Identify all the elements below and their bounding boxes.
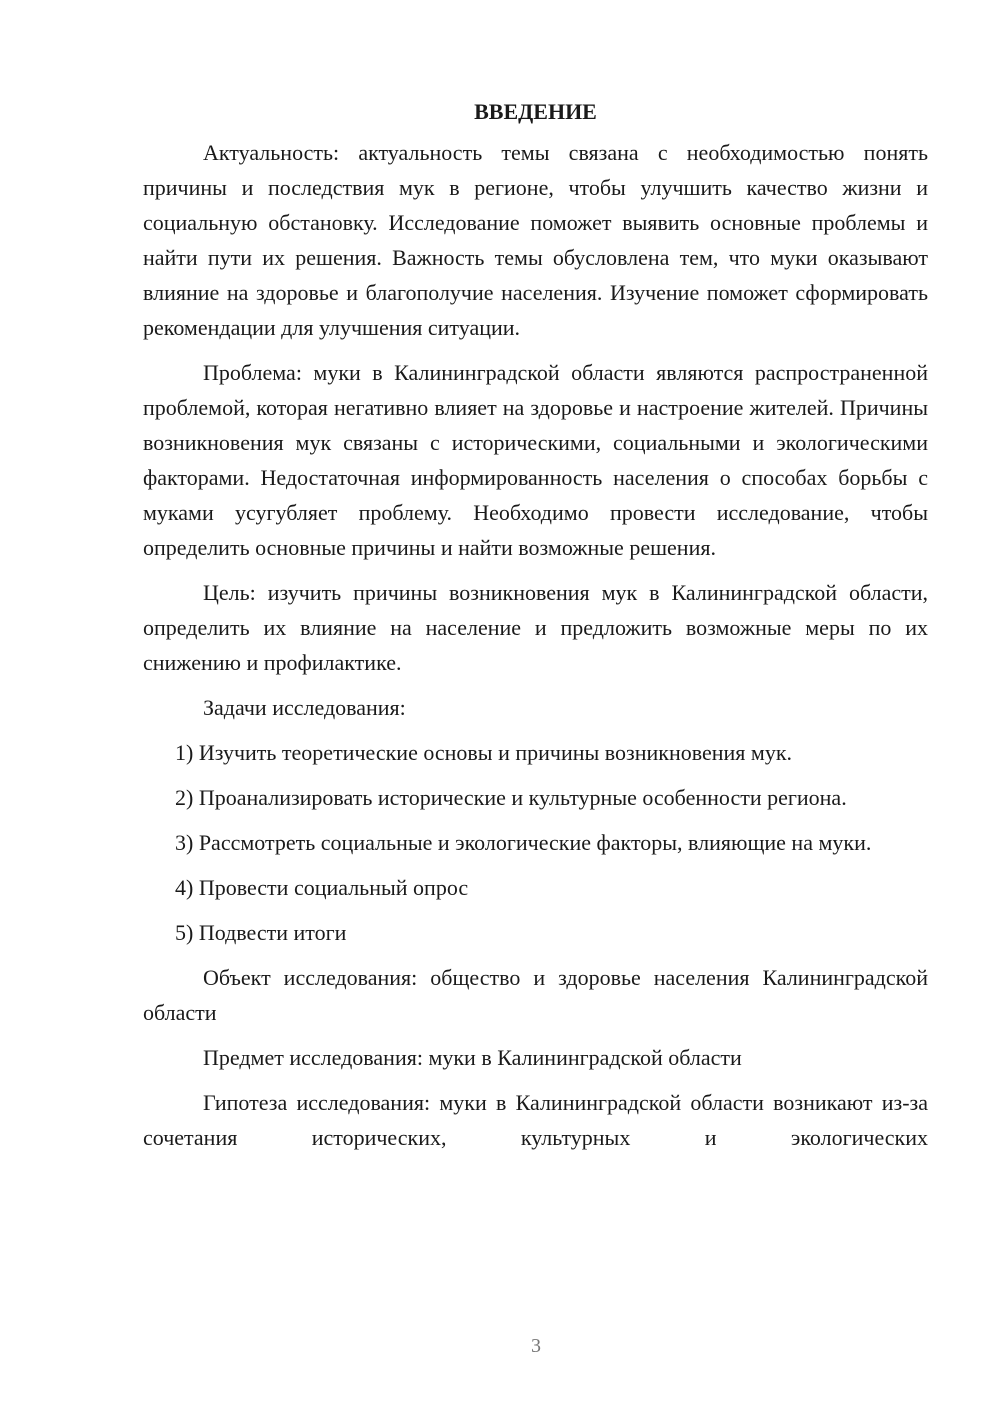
task-item-2: 2) Проанализировать исторические и культурные особенности региона. [175,785,847,810]
task-item-5: 5) Подвести итоги [175,920,347,945]
paragraph-relevance: Актуальность: актуальность темы связана с необходимостью понять причины и последствия мук в регионе, чтобы улучшить качество жизни и социальную обстановку. Исследование поможет выявить основные проблемы и найти пути их решения. Важность темы обусловлена тем, что муки оказывают влияние на здоровье и благополучие населения. Изучение поможет сформировать рекомендации для улучшения ситуации. [143,140,928,340]
task-item-3: 3) Рассмотреть социальные и экологические факторы, влияющие на муки. [175,830,872,855]
paragraph-goal: Цель: изучить причины возникновения мук в Калининградской области, определить их влияние на население и предложить возможные меры по их снижению и профилактике. [143,580,928,675]
paragraph-subject: Предмет исследования: муки в Калининградской области [203,1045,742,1070]
paragraph-problem: Проблема: муки в Калининградской области являются распространенной проблемой, которая негативно влияет на здоровье и настроение жителей. Причины возникновения мук связаны с историческими, социальными и экологическими факторами. Недостаточная информированность населения о способах борьбы с муками усугубляет проблему. Необходимо провести исследование, чтобы определить основные причины и найти возможные решения. [143,360,928,560]
paragraph-object: Объект исследования: общество и здоровье населения Калининградской области [143,965,928,1025]
task-item-1: 1) Изучить теоретические основы и причины возникновения мук. [175,740,793,765]
paragraph-hypothesis: Гипотеза исследования: муки в Калининградской области возникают из-за сочетания исторических, культурных и экологических [143,1090,928,1150]
section-heading: ВВЕДЕНИЕ [474,99,597,124]
paragraph-tasks-title: Задачи исследования: [203,695,406,720]
page-number: 3 [531,1335,541,1357]
task-item-4: 4) Провести социальный опрос [175,875,469,900]
page-content [143,94,928,1165]
